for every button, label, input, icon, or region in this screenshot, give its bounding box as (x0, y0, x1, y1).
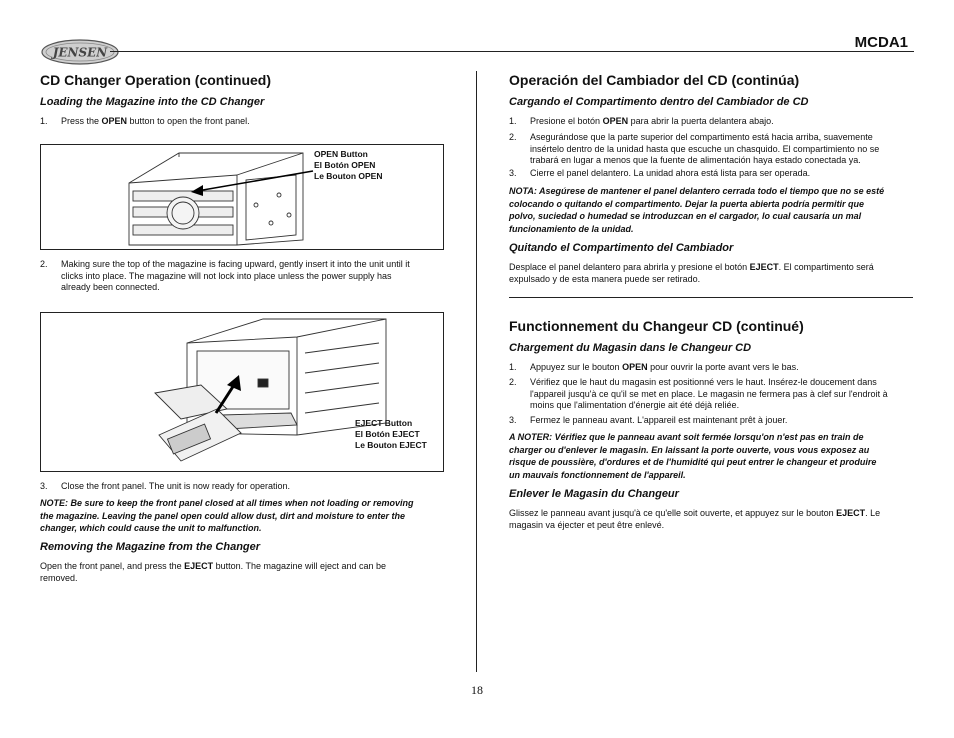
label-open-button-fr: Le Bouton OPEN (314, 171, 383, 181)
note-fr: A NOTER: Vérifiez que le panneau avant soit fermée lorsqu'on n'est pas en train de charger ou d'enlever le magasin. En laissant la porte ouverte, vous vous exposez au risque de poussière, d'ordures et de l'humidité qui peut entrer le changeur et produire un mauvais fonctionnement de l'appareil. (509, 432, 877, 480)
label-open-button: OPEN Button (314, 149, 368, 159)
label-eject-button-es: El Botón EJECT (355, 429, 420, 439)
unit-front-illustration (41, 145, 443, 249)
step-number: 1. (40, 116, 48, 126)
jensen-logo (40, 38, 120, 66)
section-title-en: CD Changer Operation (continued) (40, 72, 271, 88)
subtitle-removing-es: Quitando el Compartimento del Cambiador (509, 242, 734, 254)
section-separator (509, 297, 913, 298)
figure-open-button (40, 144, 444, 250)
figure-eject-button (40, 312, 444, 472)
page-number: 18 (471, 683, 483, 697)
section-title-fr: Functionnement du Changeur CD (continué) (509, 318, 804, 334)
subtitle-removing-fr: Enlever le Magasin du Changeur (509, 488, 679, 500)
removing-paragraph-en: Open the front panel, and press the EJECT button. The magazine will eject and can be removed. (40, 561, 387, 583)
header-rule (110, 51, 914, 52)
subtitle-loading-es: Cargando el Compartimento dentro del Cambiador de CD (509, 96, 809, 108)
label-open-button-es: El Botón OPEN (314, 160, 376, 170)
subtitle-loading-en: Loading the Magazine into the CD Changer (40, 96, 265, 108)
label-eject-button-fr: Le Bouton EJECT (355, 440, 427, 450)
section-title-es: Operación del Cambiador del CD (continúa) (509, 72, 800, 88)
removing-paragraph-fr: Glissez le panneau avant jusqu'à ce qu'elle soit ouverte, et appuyez sur le bouton EJECT. Le magasin va éjecter et peut être enlevé. (509, 508, 881, 530)
removing-paragraph-es: Desplace el panel delantero para abrirla y presione el botón EJECT. El compartimento será expulsado y de esta manera puede ser retirado. (509, 262, 874, 284)
note-es: NOTA: Asegúrese de mantener el panel delantero cerrada todo el tiempo que no se esté colocando o quitando el compartimento. Dejar la puerta abierta podría permitir que polvo, suciedad o humedad se introduzcan en el cargador, lo cual causaría un mal funcionamiento de la unidad. (509, 186, 885, 234)
subtitle-loading-fr: Chargement du Magasin dans le Changeur CD (509, 342, 752, 354)
label-eject-button: EJECT Button (355, 418, 413, 428)
subtitle-removing-en: Removing the Magazine from the Changer (40, 541, 261, 553)
column-divider (476, 71, 477, 672)
model-number: MCDA1 (854, 34, 908, 51)
note-en: NOTE: Be sure to keep the front panel closed at all times when not loading or removing the magazine. Leaving the panel open could allow dust, dirt and moisture to enter the changer, which could cause the unit to malfunction. (40, 498, 414, 533)
svg-text:JENSEN: JENSEN (52, 45, 108, 60)
